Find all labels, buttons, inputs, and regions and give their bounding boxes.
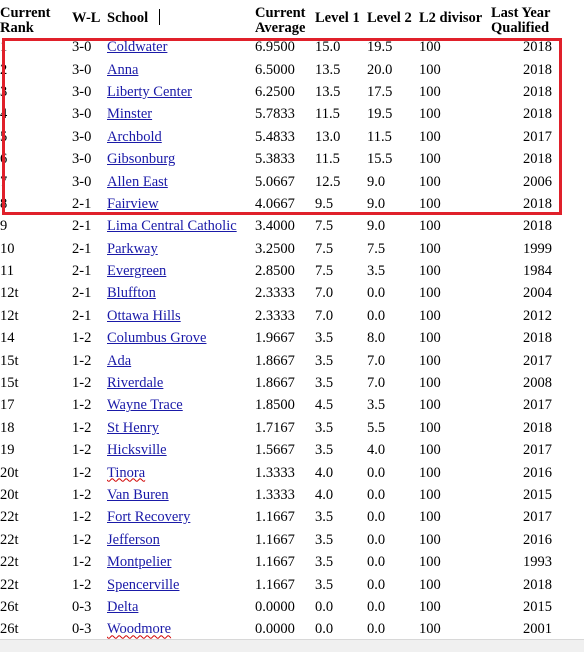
table-row (0, 170, 584, 192)
last-year-cell: 2018 (523, 218, 552, 235)
rank-cell: 5 (0, 128, 8, 145)
school-link[interactable]: Hicksville (107, 442, 167, 459)
school-link[interactable]: Anna (107, 61, 139, 78)
wl-cell: 3-0 (72, 61, 92, 78)
average-cell: 5.7833 (255, 106, 295, 123)
last-year-cell: 2017 (523, 442, 552, 459)
table-row (0, 260, 584, 282)
school-cell (107, 372, 255, 394)
wl-cell: 1-2 (72, 397, 92, 414)
l2-divisor-cell: 100 (419, 621, 441, 638)
rank-cell: 18 (0, 419, 15, 436)
level-2-cell: 0.0 (367, 531, 386, 548)
l2-divisor-cell: 100 (419, 106, 441, 123)
average-cell: 3.4000 (255, 218, 295, 235)
school-link[interactable]: Lima Central Catholic (107, 218, 237, 235)
level-1-cell: 3.5 (315, 576, 334, 593)
l2-divisor-cell: 100 (419, 240, 441, 257)
table-row (0, 349, 584, 371)
wl-cell: 2-1 (72, 195, 92, 212)
last-year-cell: 2018 (523, 195, 552, 212)
table-row (0, 506, 584, 528)
level-1-cell: 3.5 (315, 442, 334, 459)
rank-cell: 12t (0, 307, 19, 324)
school-cell (107, 417, 255, 439)
rank-cell: 2 (0, 61, 8, 78)
level-1-cell: 7.5 (315, 218, 334, 235)
average-cell: 6.9500 (255, 39, 295, 56)
wl-cell: 1-2 (72, 352, 92, 369)
average-cell: 1.1667 (255, 531, 295, 548)
level-2-cell: 0.0 (367, 285, 386, 302)
school-link[interactable]: Archbold (107, 128, 162, 145)
school-link[interactable]: Fort Recovery (107, 509, 191, 526)
level-2-cell: 20.0 (367, 61, 393, 78)
school-cell (107, 573, 255, 595)
last-year-cell: 2006 (523, 173, 552, 190)
level-1-cell: 3.5 (315, 330, 334, 347)
rank-cell: 26t (0, 621, 19, 638)
table-row (0, 618, 584, 640)
average-cell: 2.3333 (255, 285, 295, 302)
table-row (0, 215, 584, 237)
school-cell (107, 529, 255, 551)
table-row (0, 305, 584, 327)
l2-divisor-cell: 100 (419, 218, 441, 235)
table-row (0, 282, 584, 304)
l2-divisor-cell: 100 (419, 352, 441, 369)
average-cell: 1.8500 (255, 397, 295, 414)
rank-cell: 8 (0, 195, 8, 212)
last-year-cell: 2001 (523, 621, 552, 638)
school-cell (107, 349, 255, 371)
wl-cell: 1-2 (72, 509, 92, 526)
level-1-cell: 3.5 (315, 375, 334, 392)
level-1-cell: 13.5 (315, 61, 341, 78)
school-link[interactable]: Minster (107, 106, 153, 123)
average-cell: 1.3333 (255, 464, 295, 481)
school-link[interactable]: Wayne Trace (107, 397, 183, 414)
level-1-cell: 4.0 (315, 487, 334, 503)
school-link[interactable]: Parkway (107, 240, 158, 257)
rank-cell: 17 (0, 397, 15, 414)
last-year-cell: 2015 (523, 598, 552, 615)
average-cell: 1.1667 (255, 554, 295, 571)
horizontal-scrollbar[interactable] (0, 639, 584, 652)
school-link[interactable]: Fairview (107, 195, 159, 212)
last-year-cell: 1984 (523, 263, 552, 280)
school-cell (107, 238, 255, 260)
header-year-line1: Last Year (491, 5, 551, 21)
rank-cell: 20t (0, 464, 19, 481)
school-link[interactable]: Van Buren (107, 487, 169, 503)
average-cell: 5.0667 (255, 173, 295, 190)
table-row (0, 193, 584, 215)
level-2-cell: 15.5 (367, 151, 393, 168)
l2-divisor-cell: 100 (419, 464, 441, 481)
rankings-body (0, 36, 584, 641)
wl-cell: 3-0 (72, 106, 92, 123)
wl-cell: 1-2 (72, 531, 92, 548)
level-2-cell: 19.5 (367, 39, 393, 56)
average-cell: 4.0667 (255, 195, 295, 212)
header-rank-line2: Rank (0, 20, 34, 36)
school-cell (107, 596, 255, 618)
school-cell (107, 193, 255, 215)
level-1-cell: 3.5 (315, 531, 334, 548)
table-row (0, 461, 584, 483)
header-last-year-qualified (491, 0, 584, 36)
table-row (0, 36, 584, 58)
rank-cell: 26t (0, 598, 19, 615)
wl-cell: 1-2 (72, 330, 92, 347)
level-2-cell: 0.0 (367, 554, 386, 571)
last-year-cell: 2008 (523, 375, 552, 392)
average-cell: 1.9667 (255, 330, 295, 347)
level-1-cell: 7.0 (315, 307, 334, 324)
school-cell (107, 439, 255, 461)
last-year-cell: 1999 (523, 240, 552, 257)
l2-divisor-cell: 100 (419, 151, 441, 168)
last-year-cell: 2018 (523, 39, 552, 56)
school-cell (107, 506, 255, 528)
header-school: School (107, 9, 149, 26)
l2-divisor-cell: 100 (419, 442, 441, 459)
table-row (0, 439, 584, 461)
level-1-cell: 9.5 (315, 195, 334, 212)
level-1-cell: 7.5 (315, 263, 334, 280)
average-cell: 2.8500 (255, 263, 295, 280)
level-2-cell: 0.0 (367, 576, 386, 593)
average-cell: 1.8667 (255, 375, 295, 392)
average-cell: 5.4833 (255, 128, 295, 145)
header-avg-line2: Average (255, 20, 306, 36)
rank-cell: 11 (0, 263, 14, 280)
l2-divisor-cell: 100 (419, 397, 441, 414)
school-link[interactable]: Columbus Grove (107, 330, 207, 347)
school-link[interactable]: Spencerville (107, 576, 180, 593)
last-year-cell: 2018 (523, 61, 552, 78)
average-cell: 6.5000 (255, 61, 295, 78)
last-year-cell: 1993 (523, 554, 552, 571)
table-row (0, 58, 584, 80)
level-2-cell: 0.0 (367, 509, 386, 526)
wl-cell: 1-2 (72, 487, 92, 503)
wl-cell: 3-0 (72, 173, 92, 190)
school-cell (107, 126, 255, 148)
table-row (0, 484, 584, 506)
wl-cell: 0-3 (72, 621, 92, 638)
table-row (0, 81, 584, 103)
average-cell: 3.2500 (255, 240, 295, 257)
school-cell (107, 260, 255, 282)
rank-cell: 22t (0, 531, 19, 548)
wl-cell: 3-0 (72, 39, 92, 56)
level-2-cell: 9.0 (367, 195, 386, 212)
table-row (0, 417, 584, 439)
school-cell (107, 618, 255, 640)
wl-cell: 2-1 (72, 240, 92, 257)
level-1-cell: 13.5 (315, 83, 341, 100)
average-cell: 1.8667 (255, 352, 295, 369)
header-current-rank (0, 0, 72, 36)
rank-cell: 1 (0, 39, 8, 56)
last-year-cell: 2018 (523, 330, 552, 347)
header-year-line2: Qualified (491, 20, 550, 36)
l2-divisor-cell: 100 (419, 307, 441, 324)
level-2-cell: 7.5 (367, 240, 386, 257)
level-2-cell: 0.0 (367, 307, 386, 324)
wl-cell: 1-2 (72, 554, 92, 571)
rank-cell: 9 (0, 218, 8, 235)
average-cell: 6.2500 (255, 83, 295, 100)
table-row (0, 551, 584, 573)
l2-divisor-cell: 100 (419, 83, 441, 100)
header-l2-divisor: L2 divisor (419, 9, 483, 26)
wl-cell: 2-1 (72, 218, 92, 235)
l2-divisor-cell: 100 (419, 173, 441, 190)
table-row (0, 327, 584, 349)
rank-cell: 10 (0, 240, 15, 257)
school-link[interactable]: Allen East (107, 173, 168, 190)
level-2-cell: 5.5 (367, 419, 386, 436)
rank-cell: 19 (0, 442, 15, 459)
rank-cell: 22t (0, 576, 19, 593)
l2-divisor-cell: 100 (419, 330, 441, 347)
table-row (0, 103, 584, 125)
school-cell (107, 36, 255, 58)
rank-cell: 6 (0, 151, 8, 168)
level-1-cell: 11.5 (315, 106, 340, 123)
level-2-cell: 9.0 (367, 173, 386, 190)
school-link[interactable]: Ottawa Hills (107, 307, 181, 324)
level-1-cell: 12.5 (315, 173, 341, 190)
level-1-cell: 3.5 (315, 352, 334, 369)
school-link[interactable]: Liberty Center (107, 83, 192, 100)
header-level-2: Level 2 (367, 9, 412, 26)
text-cursor (159, 9, 160, 25)
l2-divisor-cell: 100 (419, 263, 441, 280)
school-cell (107, 215, 255, 237)
school-cell (107, 148, 255, 170)
table-row (0, 394, 584, 416)
wl-cell: 1-2 (72, 375, 92, 392)
wl-cell: 0-3 (72, 598, 92, 615)
level-1-cell: 7.5 (315, 240, 334, 257)
table-row (0, 529, 584, 551)
level-1-cell: 0.0 (315, 621, 334, 638)
average-cell: 1.7167 (255, 419, 295, 436)
level-2-cell: 11.5 (367, 128, 392, 145)
level-1-cell: 4.5 (315, 397, 334, 414)
school-cell (107, 81, 255, 103)
school-cell (107, 170, 255, 192)
average-cell: 0.0000 (255, 621, 295, 638)
rank-cell: 3 (0, 83, 8, 100)
table-row (0, 573, 584, 595)
level-2-cell: 3.5 (367, 263, 386, 280)
header-level-1: Level 1 (315, 9, 360, 26)
last-year-cell: 2012 (523, 307, 552, 324)
l2-divisor-cell: 100 (419, 195, 441, 212)
l2-divisor-cell: 100 (419, 487, 441, 503)
level-2-cell: 19.5 (367, 106, 393, 123)
rank-cell: 14 (0, 330, 15, 347)
school-cell (107, 327, 255, 349)
school-link[interactable]: Gibsonburg (107, 151, 176, 168)
wl-cell: 1-2 (72, 464, 92, 481)
l2-divisor-cell: 100 (419, 39, 441, 56)
header-rank-line1: Current (0, 5, 51, 21)
level-1-cell: 3.5 (315, 554, 334, 571)
header-avg-line1: Current (255, 5, 306, 21)
table-row (0, 596, 584, 618)
wl-cell: 2-1 (72, 263, 92, 280)
average-cell: 1.3333 (255, 487, 295, 503)
school-cell (107, 551, 255, 573)
l2-divisor-cell: 100 (419, 285, 441, 302)
school-cell (107, 461, 255, 483)
last-year-cell: 2016 (523, 531, 552, 548)
school-link[interactable]: Ada (107, 352, 132, 369)
average-cell: 0.0000 (255, 598, 295, 615)
school-link[interactable]: Woodmore (107, 621, 172, 638)
level-1-cell: 0.0 (315, 598, 334, 615)
l2-divisor-cell: 100 (419, 598, 441, 615)
rank-cell: 7 (0, 173, 8, 190)
level-2-cell: 4.0 (367, 442, 386, 459)
last-year-cell: 2018 (523, 576, 552, 593)
school-link[interactable]: St Henry (107, 419, 159, 436)
l2-divisor-cell: 100 (419, 509, 441, 526)
l2-divisor-cell: 100 (419, 576, 441, 593)
level-2-cell: 8.0 (367, 330, 386, 347)
last-year-cell: 2017 (523, 128, 552, 145)
school-cell (107, 282, 255, 304)
level-1-cell: 4.0 (315, 464, 334, 481)
school-cell (107, 58, 255, 80)
school-link[interactable]: Tinora (107, 464, 146, 481)
level-2-cell: 0.0 (367, 487, 386, 503)
rank-cell: 4 (0, 106, 8, 123)
rank-cell: 15t (0, 352, 19, 369)
last-year-cell: 2018 (523, 419, 552, 436)
l2-divisor-cell: 100 (419, 531, 441, 548)
l2-divisor-cell: 100 (419, 554, 441, 571)
level-1-cell: 3.5 (315, 509, 334, 526)
school-link[interactable]: Jefferson (107, 531, 160, 548)
header-current-average (255, 0, 315, 36)
average-cell: 5.3833 (255, 151, 295, 168)
school-cell (107, 103, 255, 125)
level-1-cell: 15.0 (315, 39, 341, 56)
last-year-cell: 2017 (523, 397, 552, 414)
wl-cell: 3-0 (72, 83, 92, 100)
last-year-cell: 2018 (523, 106, 552, 123)
school-link[interactable]: Bluffton (107, 285, 156, 302)
wl-cell: 2-1 (72, 307, 92, 324)
l2-divisor-cell: 100 (419, 128, 441, 145)
wl-cell: 3-0 (72, 128, 92, 145)
school-link[interactable]: Riverdale (107, 375, 164, 392)
level-2-cell: 0.0 (367, 621, 386, 638)
average-cell: 1.1667 (255, 576, 295, 593)
wl-cell: 1-2 (72, 442, 92, 459)
level-2-cell: 0.0 (367, 598, 386, 615)
last-year-cell: 2018 (523, 83, 552, 100)
table-row (0, 238, 584, 260)
average-cell: 1.1667 (255, 509, 295, 526)
school-link[interactable]: Evergreen (107, 263, 167, 280)
rank-cell: 22t (0, 554, 19, 571)
level-1-cell: 7.0 (315, 285, 334, 302)
wl-cell: 1-2 (72, 419, 92, 436)
last-year-cell: 2015 (523, 487, 552, 503)
last-year-cell: 2017 (523, 352, 552, 369)
school-cell (107, 484, 255, 506)
l2-divisor-cell: 100 (419, 61, 441, 78)
table-row (0, 148, 584, 170)
last-year-cell: 2016 (523, 464, 552, 481)
last-year-cell: 2018 (523, 151, 552, 168)
header-wl: W-L (72, 9, 101, 26)
level-1-cell: 3.5 (315, 419, 334, 436)
average-cell: 2.3333 (255, 307, 295, 324)
rank-cell: 12t (0, 285, 19, 302)
level-2-cell: 7.0 (367, 352, 386, 369)
table-row (0, 126, 584, 148)
level-1-cell: 11.5 (315, 151, 340, 168)
rank-cell: 20t (0, 487, 19, 503)
average-cell: 1.5667 (255, 442, 295, 459)
level-1-cell: 13.0 (315, 128, 341, 145)
school-cell (107, 305, 255, 327)
wl-cell: 2-1 (72, 285, 92, 302)
wl-cell: 1-2 (72, 576, 92, 593)
level-2-cell: 0.0 (367, 464, 386, 481)
l2-divisor-cell: 100 (419, 419, 441, 436)
last-year-cell: 2017 (523, 509, 552, 526)
school-link[interactable]: Coldwater (107, 39, 168, 56)
table-row (0, 372, 584, 394)
level-2-cell: 9.0 (367, 218, 386, 235)
header-row (0, 0, 584, 36)
level-2-cell: 17.5 (367, 83, 393, 100)
last-year-cell: 2004 (523, 285, 552, 302)
school-link[interactable]: Delta (107, 598, 139, 615)
level-2-cell: 3.5 (367, 397, 386, 414)
level-2-cell: 7.0 (367, 375, 386, 392)
rank-cell: 22t (0, 509, 19, 526)
wl-cell: 3-0 (72, 151, 92, 168)
rank-cell: 15t (0, 375, 19, 392)
school-cell (107, 394, 255, 416)
school-link[interactable]: Montpelier (107, 554, 172, 571)
l2-divisor-cell: 100 (419, 375, 441, 392)
